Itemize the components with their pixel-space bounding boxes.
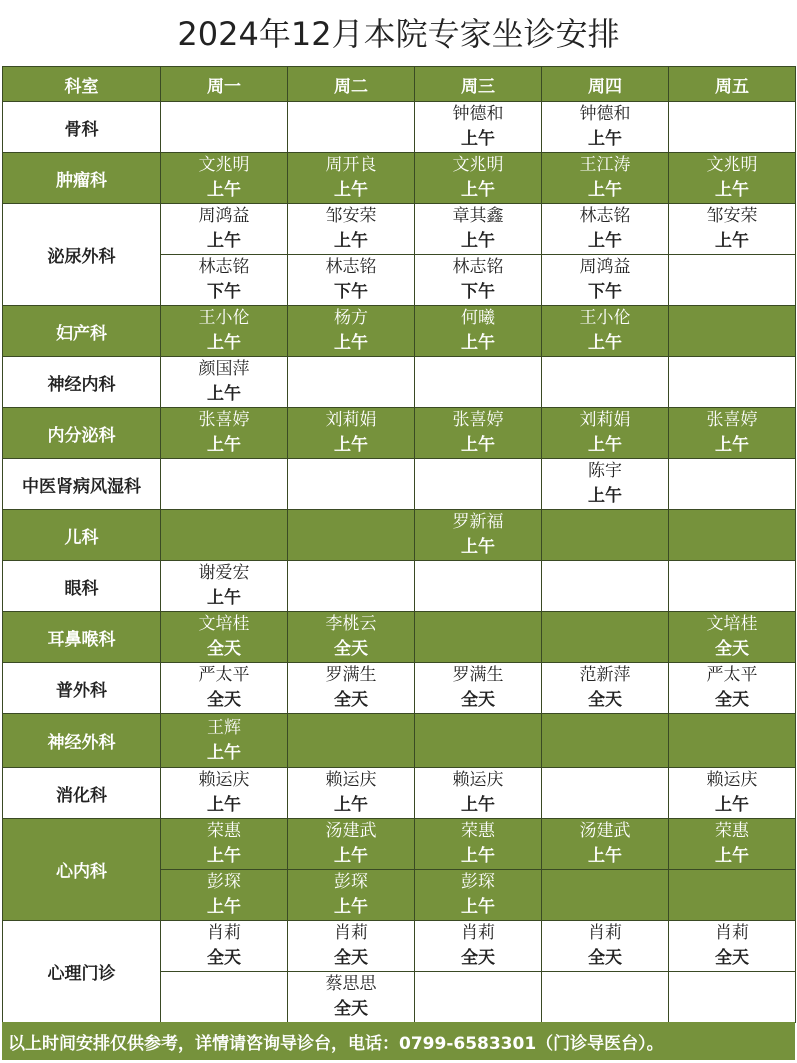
- doctor-name: 文兆明: [198, 155, 250, 175]
- doctor-name: 刘莉娟: [325, 410, 377, 430]
- schedule-cell: [542, 459, 669, 510]
- doctor-name: 王小伦: [579, 308, 631, 328]
- doctor-name: 彭琛: [461, 872, 495, 892]
- schedule-cell: [161, 255, 288, 306]
- schedule-cell: [669, 921, 796, 972]
- department-name: 耳鼻喉科: [3, 612, 161, 663]
- doctor-name: 赖运庆: [198, 770, 250, 790]
- department-name: 眼科: [3, 561, 161, 612]
- page-title: 2024年12月本院专家坐诊安排: [177, 15, 620, 53]
- schedule-cell: [415, 204, 542, 255]
- session-time: 上午: [207, 384, 241, 404]
- doctor-name: 肖莉: [715, 923, 749, 943]
- doctor-name: 严太平: [706, 665, 758, 685]
- session-time: 上午: [715, 846, 749, 866]
- session-time: 下午: [588, 282, 622, 302]
- table-row: [3, 768, 796, 819]
- session-time: 上午: [461, 333, 495, 353]
- doctor-name: 赖运庆: [706, 770, 758, 790]
- schedule-cell: [161, 714, 288, 768]
- schedule-cell: [415, 459, 542, 510]
- schedule-cell: [669, 663, 796, 714]
- schedule-cell: [669, 510, 796, 561]
- session-time: 上午: [461, 795, 495, 815]
- schedule-cell: [542, 306, 669, 357]
- header-fri: 周五: [669, 67, 796, 102]
- session-time: 上午: [334, 231, 368, 251]
- session-time: 上午: [715, 435, 749, 455]
- session-time: 上午: [207, 795, 241, 815]
- session-time: 上午: [461, 846, 495, 866]
- session-time: 上午: [588, 486, 622, 506]
- table-row: [3, 561, 796, 612]
- footer-note: 以上时间安排仅供参考，详情请咨询导诊台，电话：0799-6583301（门诊导医台）。: [2, 1022, 795, 1060]
- session-time: 上午: [207, 588, 241, 608]
- schedule-cell: [415, 408, 542, 459]
- department-name: 肿瘤科: [3, 153, 161, 204]
- session-time: 上午: [461, 897, 495, 917]
- session-time: 上午: [334, 180, 368, 200]
- schedule-cell: [161, 510, 288, 561]
- schedule-cell: [161, 819, 288, 870]
- schedule-cell: [542, 714, 669, 768]
- doctor-name: 赖运庆: [325, 770, 377, 790]
- doctor-name: 蔡思思: [325, 974, 377, 994]
- schedule-cell: [542, 255, 669, 306]
- table-row: [3, 459, 796, 510]
- doctor-name: 谢爱宏: [198, 563, 250, 583]
- session-time: 上午: [334, 435, 368, 455]
- doctor-name: 何曦: [461, 308, 495, 328]
- schedule-cell: [288, 612, 415, 663]
- doctor-name: 文培桂: [706, 614, 758, 634]
- session-time: 上午: [461, 129, 495, 149]
- session-time: 下午: [461, 282, 495, 302]
- doctor-name: 罗满生: [325, 665, 377, 685]
- schedule-cell: [288, 459, 415, 510]
- department-name: 妇产科: [3, 306, 161, 357]
- session-time: 上午: [461, 537, 495, 557]
- schedule-cell: [415, 921, 542, 972]
- doctor-name: 杨方: [334, 308, 368, 328]
- session-time: 上午: [461, 435, 495, 455]
- doctor-name: 陈宇: [588, 461, 622, 481]
- doctor-name: 邹安荣: [706, 206, 758, 226]
- doctor-name: 章其鑫: [452, 206, 504, 226]
- schedule-cell: [161, 357, 288, 408]
- session-time: 上午: [715, 231, 749, 251]
- schedule-cell: [161, 306, 288, 357]
- doctor-name: 肖莉: [461, 923, 495, 943]
- schedule-cell: [288, 306, 415, 357]
- schedule-cell: [542, 819, 669, 870]
- schedule-cell: [415, 714, 542, 768]
- schedule-cell: [161, 768, 288, 819]
- schedule-cell: [669, 561, 796, 612]
- schedule-cell: [415, 255, 542, 306]
- table-row: [3, 510, 796, 561]
- schedule-cell: [542, 612, 669, 663]
- session-time: 上午: [461, 180, 495, 200]
- session-time: 上午: [588, 231, 622, 251]
- schedule-cell: [288, 510, 415, 561]
- department-name: 骨科: [3, 102, 161, 153]
- schedule-cell: [288, 972, 415, 1023]
- schedule-cell: [288, 819, 415, 870]
- session-time: 上午: [207, 742, 241, 763]
- schedule-cell: [542, 510, 669, 561]
- doctor-name: 邹安荣: [325, 206, 377, 226]
- schedule-cell: [669, 972, 796, 1023]
- schedule-cell: [542, 561, 669, 612]
- doctor-name: 汤建武: [325, 821, 377, 841]
- doctor-name: 王小伦: [198, 308, 250, 328]
- schedule-cell: [542, 972, 669, 1023]
- schedule-cell: [288, 870, 415, 921]
- schedule-cell: [669, 306, 796, 357]
- department-name: 消化科: [3, 768, 161, 819]
- session-time: 上午: [207, 846, 241, 866]
- doctor-name: 林志铭: [452, 257, 504, 277]
- schedule-cell: [415, 612, 542, 663]
- session-time: 上午: [334, 333, 368, 353]
- department-name: 泌尿外科: [3, 204, 161, 306]
- session-time: 上午: [588, 129, 622, 149]
- session-time: 上午: [588, 333, 622, 353]
- session-time: 下午: [207, 282, 241, 302]
- department-name: 心理门诊: [3, 921, 161, 1023]
- session-time: 上午: [207, 231, 241, 251]
- doctor-name: 荣惠: [461, 821, 495, 841]
- schedule-cell: [669, 768, 796, 819]
- table-row: [3, 153, 796, 204]
- schedule-cell: [415, 870, 542, 921]
- schedule-cell: [288, 255, 415, 306]
- schedule-cell: [288, 768, 415, 819]
- session-time: 下午: [334, 282, 368, 302]
- header-thu: 周四: [542, 67, 669, 102]
- session-time: 上午: [715, 180, 749, 200]
- department-name: 中医肾病风湿科: [3, 459, 161, 510]
- doctor-name: 刘莉娟: [579, 410, 631, 430]
- schedule-cell: [161, 612, 288, 663]
- session-time: 上午: [588, 846, 622, 866]
- session-time: 上午: [588, 180, 622, 200]
- schedule-cell: [542, 357, 669, 408]
- session-time: 上午: [207, 180, 241, 200]
- session-time: 上午: [588, 435, 622, 455]
- session-time: 全天: [207, 690, 241, 710]
- schedule-cell: [288, 663, 415, 714]
- schedule-cell: [288, 408, 415, 459]
- table-row: [3, 612, 796, 663]
- schedule-cell: [161, 921, 288, 972]
- doctor-name: 罗满生: [452, 665, 504, 685]
- doctor-name: 严太平: [198, 665, 250, 685]
- doctor-name: 李桃云: [325, 614, 377, 634]
- doctor-name: 王江涛: [579, 155, 631, 175]
- schedule-cell: [415, 768, 542, 819]
- department-name: 普外科: [3, 663, 161, 714]
- schedule-cell: [542, 921, 669, 972]
- doctor-name: 赖运庆: [452, 770, 504, 790]
- schedule-body: [3, 102, 796, 1023]
- schedule-cell: [161, 204, 288, 255]
- schedule-cell: [288, 714, 415, 768]
- schedule-cell: [161, 459, 288, 510]
- doctor-name: 林志铭: [325, 257, 377, 277]
- doctor-name: 林志铭: [579, 206, 631, 226]
- schedule-cell: [161, 561, 288, 612]
- schedule-cell: [415, 153, 542, 204]
- schedule-cell: [161, 153, 288, 204]
- session-time: 上午: [461, 231, 495, 251]
- doctor-name: 文兆明: [452, 155, 504, 175]
- schedule-cell: [669, 102, 796, 153]
- doctor-name: 荣惠: [207, 821, 241, 841]
- schedule-cell: [415, 561, 542, 612]
- schedule-cell: [542, 768, 669, 819]
- schedule-cell: [288, 561, 415, 612]
- session-time: 上午: [207, 333, 241, 353]
- session-time: 全天: [207, 948, 241, 968]
- schedule-cell: [669, 153, 796, 204]
- table-row: [3, 408, 796, 459]
- schedule-cell: [669, 870, 796, 921]
- schedule-cell: [669, 612, 796, 663]
- doctor-name: 汤建武: [579, 821, 631, 841]
- doctor-name: 林志铭: [198, 257, 250, 277]
- department-name: 儿科: [3, 510, 161, 561]
- session-time: 全天: [715, 639, 749, 659]
- doctor-name: 周鸿益: [579, 257, 631, 277]
- header-wed: 周三: [415, 67, 542, 102]
- doctor-name: 王辉: [207, 717, 241, 738]
- header-mon: 周一: [161, 67, 288, 102]
- doctor-name: 肖莉: [334, 923, 368, 943]
- doctor-name: 肖莉: [588, 923, 622, 943]
- schedule-cell: [288, 153, 415, 204]
- table-row: [3, 102, 796, 153]
- doctor-name: 肖莉: [207, 923, 241, 943]
- department-name: 心内科: [3, 819, 161, 921]
- schedule-cell: [669, 459, 796, 510]
- doctor-name: 范新萍: [579, 665, 631, 685]
- session-time: 全天: [334, 639, 368, 659]
- schedule-cell: [669, 204, 796, 255]
- session-time: 全天: [715, 690, 749, 710]
- table-row: [3, 819, 796, 870]
- schedule-cell: [542, 204, 669, 255]
- header-tue: 周二: [288, 67, 415, 102]
- schedule-cell: [415, 357, 542, 408]
- schedule-cell: [288, 357, 415, 408]
- schedule-cell: [161, 663, 288, 714]
- session-time: 全天: [207, 639, 241, 659]
- header-dept: 科室: [3, 67, 161, 102]
- schedule-cell: [542, 663, 669, 714]
- schedule-cell: [161, 102, 288, 153]
- schedule-cell: [669, 255, 796, 306]
- session-time: 全天: [461, 948, 495, 968]
- doctor-name: 周鸿益: [198, 206, 250, 226]
- schedule-cell: [542, 153, 669, 204]
- schedule-cell: [161, 870, 288, 921]
- session-time: 上午: [334, 795, 368, 815]
- doctor-name: 彭琛: [207, 872, 241, 892]
- table-row: [3, 357, 796, 408]
- schedule-cell: [161, 408, 288, 459]
- session-time: 上午: [334, 846, 368, 866]
- table-row: [3, 714, 796, 768]
- table-row: [3, 306, 796, 357]
- doctor-name: 罗新福: [452, 512, 504, 532]
- doctor-name: 张喜婷: [452, 410, 504, 430]
- session-time: 上午: [207, 435, 241, 455]
- session-time: 全天: [588, 948, 622, 968]
- table-row: [3, 921, 796, 972]
- session-time: 全天: [715, 948, 749, 968]
- schedule-table: [2, 66, 796, 1023]
- table-row: [3, 663, 796, 714]
- session-time: 上午: [207, 897, 241, 917]
- doctor-name: 周开良: [325, 155, 377, 175]
- session-time: 全天: [334, 999, 368, 1019]
- doctor-name: 钟德和: [452, 104, 504, 124]
- doctor-name: 钟德和: [579, 104, 631, 124]
- department-name: 内分泌科: [3, 408, 161, 459]
- session-time: 全天: [334, 690, 368, 710]
- schedule-cell: [669, 357, 796, 408]
- table-row: [3, 204, 796, 255]
- schedule-cell: [415, 102, 542, 153]
- doctor-name: 颜国萍: [198, 359, 250, 379]
- schedule-cell: [288, 102, 415, 153]
- session-time: 全天: [588, 690, 622, 710]
- schedule-cell: [669, 408, 796, 459]
- session-time: 全天: [334, 948, 368, 968]
- doctor-name: 张喜婷: [706, 410, 758, 430]
- schedule-cell: [542, 102, 669, 153]
- schedule-cell: [415, 663, 542, 714]
- header-row: [3, 67, 796, 102]
- schedule-cell: [669, 714, 796, 768]
- schedule-cell: [415, 510, 542, 561]
- session-time: 上午: [334, 897, 368, 917]
- session-time: 全天: [461, 690, 495, 710]
- session-time: 上午: [715, 795, 749, 815]
- schedule-cell: [161, 972, 288, 1023]
- schedule-cell: [415, 972, 542, 1023]
- department-name: 神经外科: [3, 714, 161, 768]
- schedule-cell: [542, 408, 669, 459]
- schedule-cell: [288, 921, 415, 972]
- schedule-cell: [542, 870, 669, 921]
- department-name: 神经内科: [3, 357, 161, 408]
- doctor-name: 文培桂: [198, 614, 250, 634]
- schedule-cell: [415, 306, 542, 357]
- doctor-name: 荣惠: [715, 821, 749, 841]
- doctor-name: 文兆明: [706, 155, 758, 175]
- schedule-cell: [669, 819, 796, 870]
- schedule-cell: [415, 819, 542, 870]
- doctor-name: 张喜婷: [198, 410, 250, 430]
- doctor-name: 彭琛: [334, 872, 368, 892]
- schedule-cell: [288, 204, 415, 255]
